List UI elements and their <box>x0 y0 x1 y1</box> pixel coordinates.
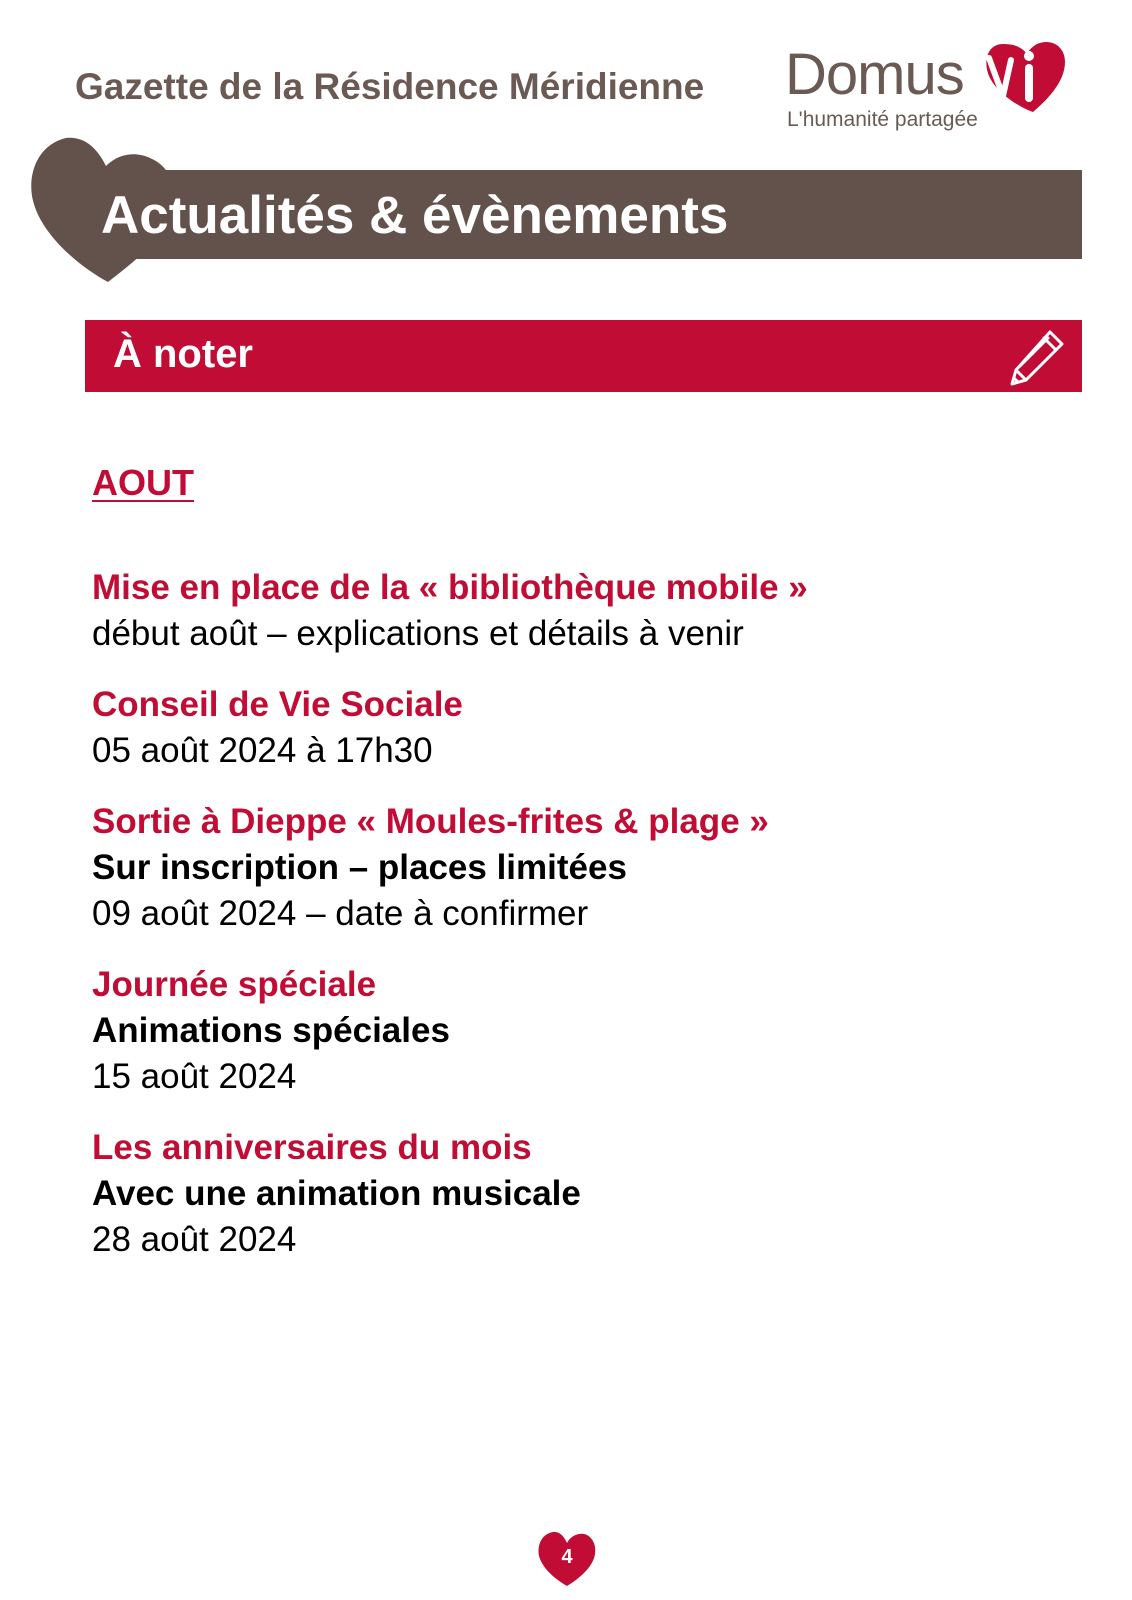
domusvi-logo <box>785 38 1085 138</box>
event-title: Conseil de Vie Sociale <box>92 685 463 724</box>
event-item <box>92 962 1072 1100</box>
event-detail: 28 août 2024 <box>92 1220 297 1259</box>
event-item <box>92 565 1072 657</box>
logo-tagline: L'humanité partagée <box>787 108 978 131</box>
event-detail: 15 août 2024 <box>92 1057 297 1096</box>
event-item <box>92 1125 1072 1263</box>
event-title: Les anniversaires du mois <box>92 1128 532 1167</box>
event-title: Journée spéciale <box>92 965 377 1004</box>
logo-wordmark: Domus <box>785 42 964 107</box>
pencil-icon <box>1006 326 1068 388</box>
event-title: Mise en place de la « bibliothèque mobile » <box>92 568 808 607</box>
note-bar <box>85 320 1082 392</box>
event-item <box>92 799 1072 937</box>
event-title: Sortie à Dieppe « Moules-frites & plage » <box>92 802 769 841</box>
event-subtitle: Sur inscription – places limitées <box>92 848 627 887</box>
month-heading: AOUT <box>92 462 194 503</box>
gazette-title: Gazette de la Résidence Méridienne <box>75 66 705 107</box>
event-item <box>92 682 1072 774</box>
logo-heart-icon <box>981 38 1067 114</box>
section-title: Actualités & évènements <box>101 186 729 245</box>
page-number: 4 <box>561 1546 573 1568</box>
note-title: À noter <box>113 332 253 376</box>
event-detail: début août – explications et détails à venir <box>92 614 744 653</box>
event-detail: 05 août 2024 à 17h30 <box>92 731 433 770</box>
events-list <box>92 565 1072 1288</box>
event-detail: 09 août 2024 – date à confirmer <box>92 894 589 933</box>
event-subtitle: Avec une animation musicale <box>92 1174 581 1213</box>
event-subtitle: Animations spéciales <box>92 1011 450 1050</box>
